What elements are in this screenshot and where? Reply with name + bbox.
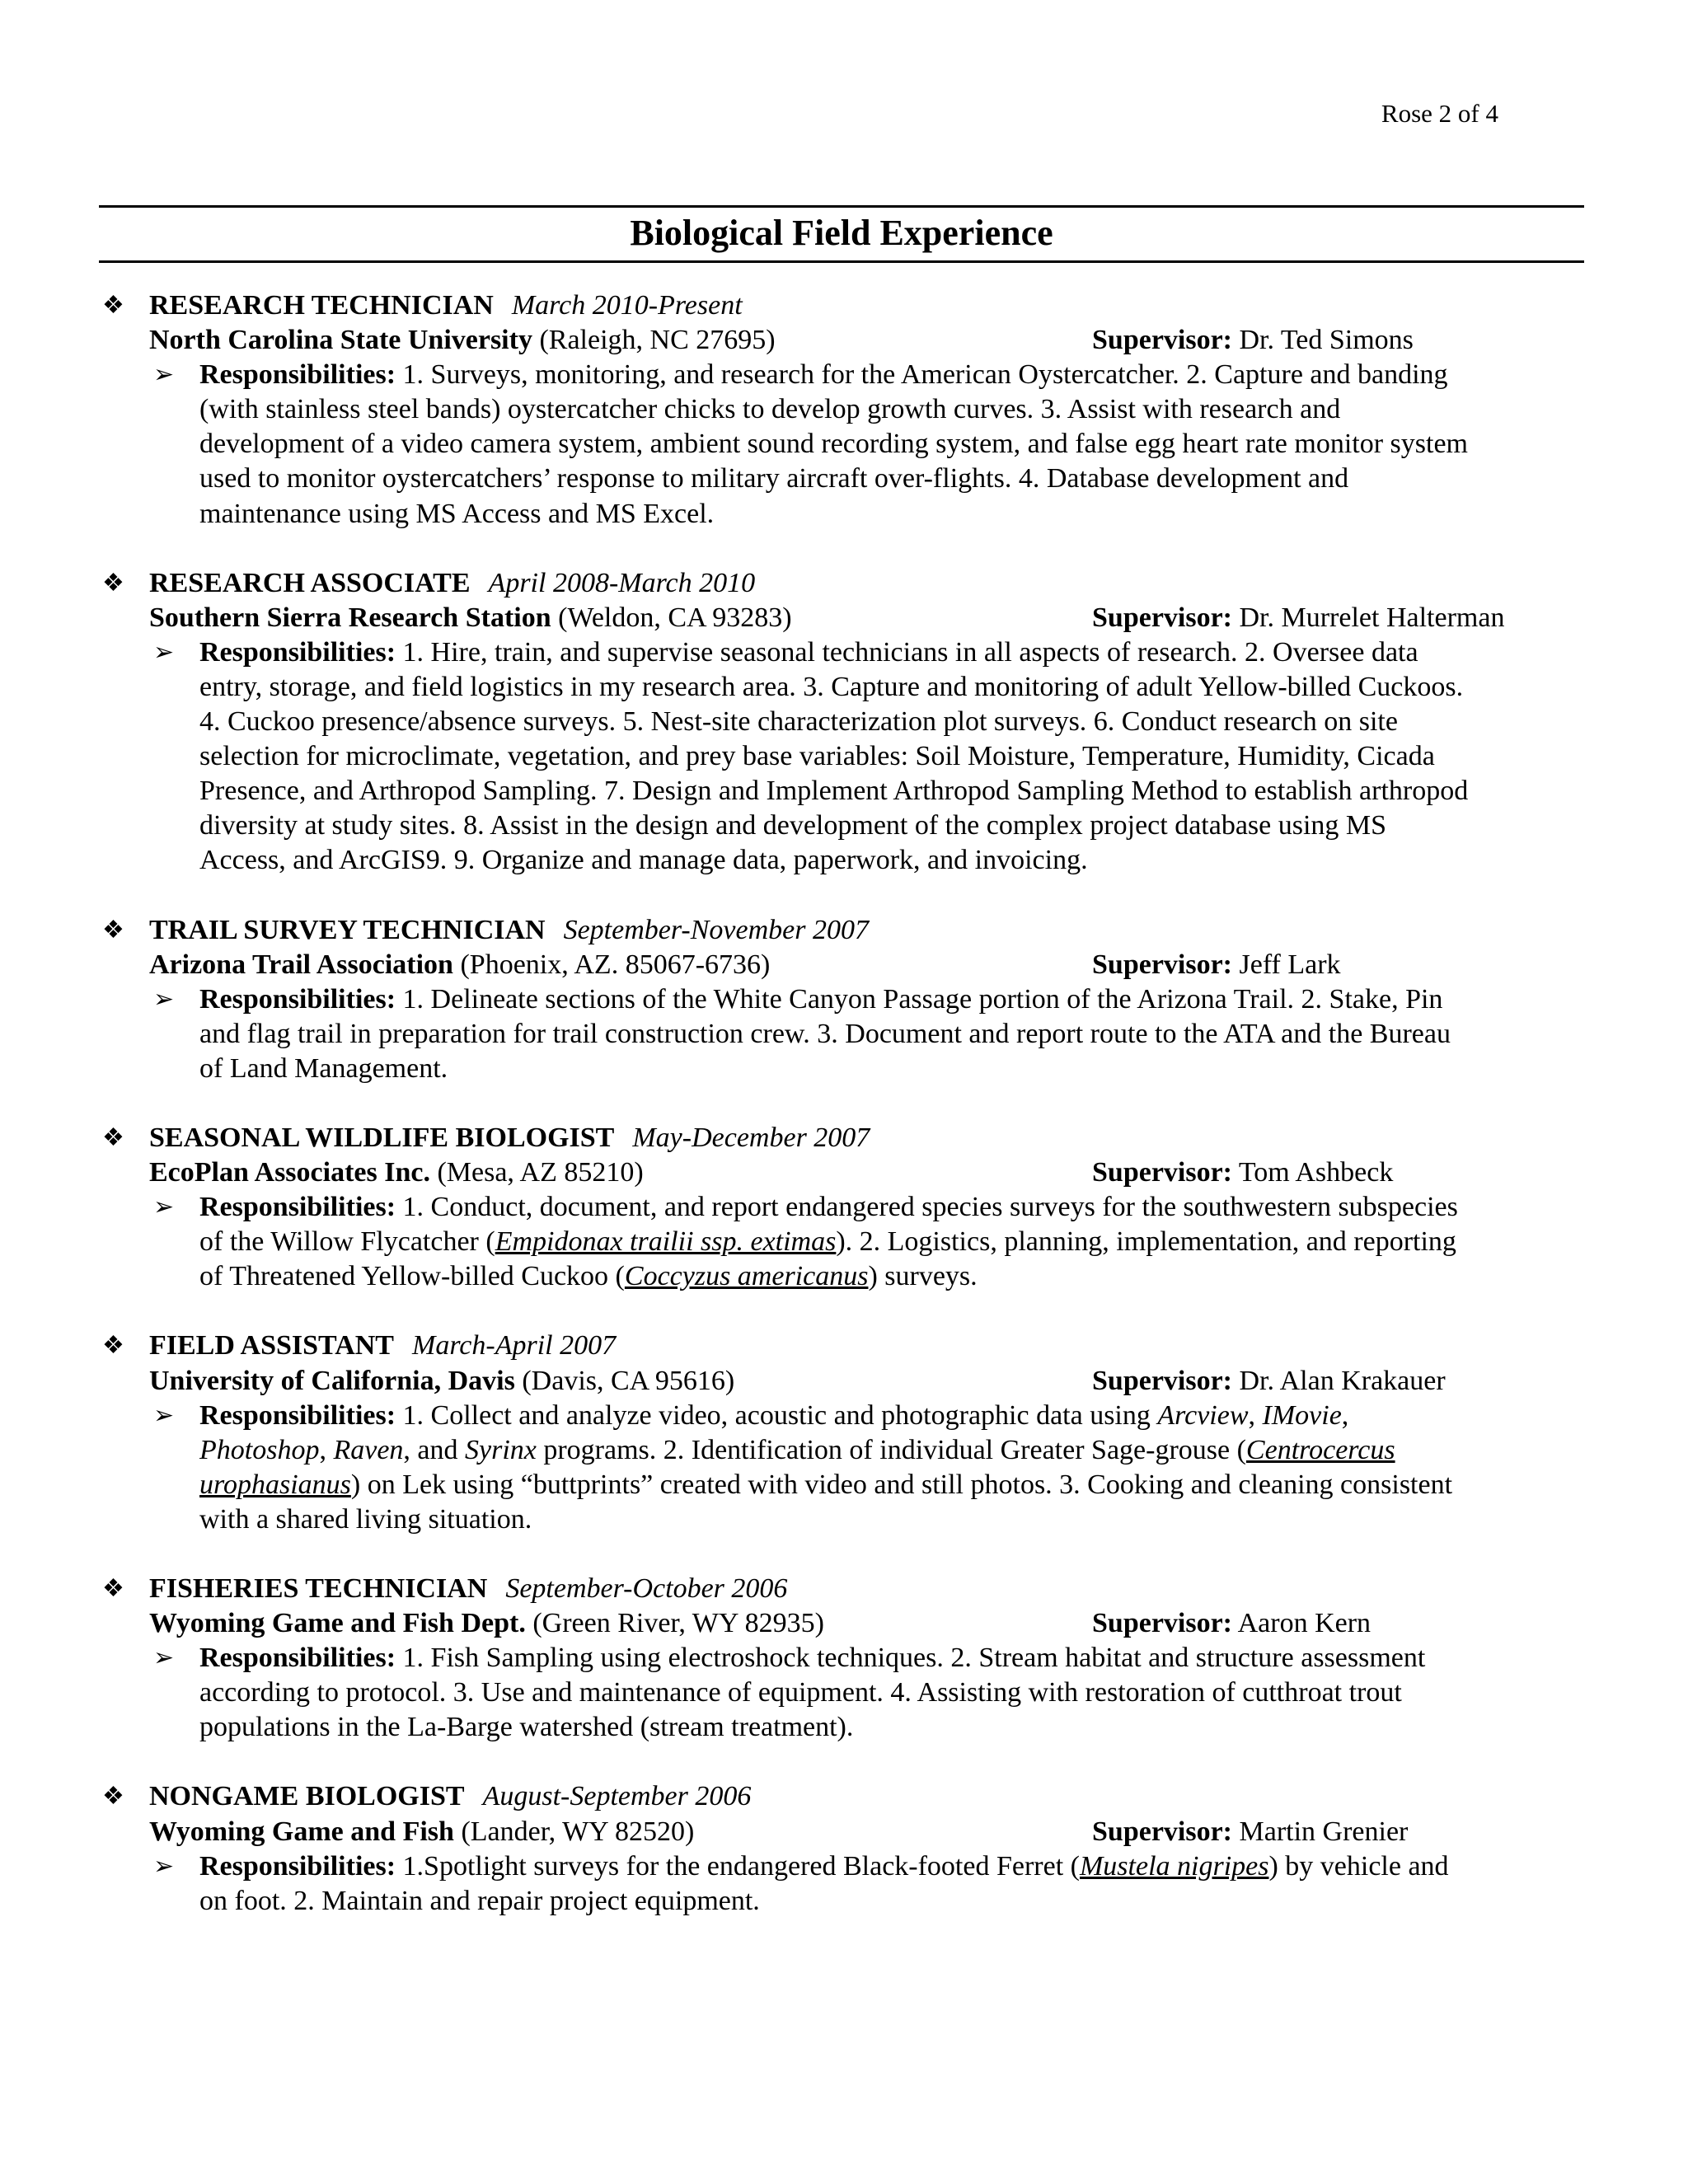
scientific-name: Mustela nigripes	[1079, 1850, 1269, 1882]
arrow-bullet-icon: ➢	[153, 1852, 175, 1880]
supervisor	[1092, 1364, 1446, 1399]
arrow-bullet-icon: ➢	[153, 1193, 175, 1221]
scientific-name: Empidonax trailii ssp. extimas	[495, 1226, 837, 1258]
supervisor	[1092, 948, 1341, 982]
supervisor-name: Dr. Murrelet Halterman	[1232, 602, 1505, 633]
responsibility-text: according to protocol. 3. Use and maintenance of equipment. 4. Assisting with restoration of cutthroat trout	[199, 1677, 1402, 1708]
supervisor-label: Supervisor:	[1092, 602, 1232, 633]
responsibility-text: ) surveys.	[868, 1261, 978, 1292]
section-title: Biological Field Experience	[630, 213, 1053, 253]
supervisor-name: Dr. Ted Simons	[1232, 325, 1414, 356]
diamond-bullet-icon: ❖	[102, 916, 124, 944]
supervisor	[1092, 1815, 1408, 1849]
supervisor-label: Supervisor:	[1092, 1365, 1232, 1396]
responsibility-text: 1. Fish Sampling using electroshock techniques. 2. Stream habitat and structure assessment	[396, 1643, 1426, 1674]
location: (Green River, WY 82935)	[525, 1608, 824, 1639]
job-title: RESEARCH TECHNICIAN	[149, 290, 494, 321]
location: (Phoenix, AZ. 85067-6736)	[452, 949, 771, 980]
software-name: IMovie	[1262, 1399, 1342, 1431]
responsibility-text: ) by vehicle and	[1268, 1850, 1449, 1882]
experience-entry	[0, 566, 1688, 879]
organization: Wyoming Game and Fish Dept.	[149, 1608, 526, 1639]
separator: ,	[319, 1434, 334, 1465]
responsibility-text: diversity at study sites. 8. Assist in the design and development of the complex project database using MS	[199, 810, 1387, 841]
arrow-bullet-icon: ➢	[153, 361, 175, 389]
job-dates: April 2008-March 2010	[488, 567, 756, 598]
location: (Davis, CA 95616)	[514, 1365, 735, 1396]
responsibilities-label: Responsibilities:	[199, 1643, 396, 1674]
experience-entry	[0, 1329, 1688, 1537]
job-dates: August-September 2006	[482, 1781, 752, 1812]
job-dates: September-November 2007	[563, 914, 869, 945]
responsibility-text: used to monitor oystercatchers’ response to military aircraft over-flights. 4. Database development and	[199, 463, 1349, 494]
supervisor	[1092, 1606, 1371, 1641]
responsibility-text: 1. Collect and analyze video, acoustic and photographic data using	[396, 1399, 1158, 1431]
diamond-bullet-icon: ❖	[102, 1575, 124, 1602]
job-title: SEASONAL WILDLIFE BIOLOGIST	[149, 1122, 615, 1153]
responsibility-text: development of a video camera system, ambient sound recording system, and false egg heart rate monitor system	[199, 429, 1468, 460]
separator: , and	[403, 1434, 465, 1465]
arrow-bullet-icon: ➢	[153, 1644, 175, 1672]
responsibility-text: maintenance using MS Access and MS Excel.	[199, 498, 715, 529]
experience-entry	[0, 288, 1688, 532]
separator: ,	[1341, 1399, 1349, 1431]
responsibility-text: ) on Lek using “buttprints” created with video and still photos. 3. Cooking and cleaning consistent	[350, 1469, 1453, 1500]
responsibility-text: programs. 2. Identification of individual Greater Sage-grouse (	[536, 1434, 1246, 1465]
diamond-bullet-icon: ❖	[102, 1123, 124, 1151]
scientific-name: urophasianus	[199, 1469, 351, 1500]
supervisor-label: Supervisor:	[1092, 1157, 1232, 1188]
organization: University of California, Davis	[149, 1365, 515, 1396]
responsibility-text: entry, storage, and field logistics in my research area. 3. Capture and monitoring of adult Yellow-billed Cuckoos.	[199, 671, 1464, 702]
job-dates: March 2010-Present	[511, 290, 743, 321]
software-name: Raven	[333, 1434, 404, 1465]
responsibility-text: 1.Spotlight surveys for the endangered Black-footed Ferret (	[396, 1850, 1080, 1882]
responsibility-text: 1. Delineate sections of the White Canyon Passage portion of the Arizona Trail. 2. Stake, Pin	[396, 983, 1443, 1015]
job-dates: May-December 2007	[632, 1122, 870, 1153]
responsibility-text: Presence, and Arthropod Sampling. 7. Design and Implement Arthropod Sampling Method to establish arthropod	[199, 776, 1469, 807]
organization: North Carolina State University	[149, 325, 532, 356]
responsibilities-label: Responsibilities:	[199, 1192, 396, 1223]
responsibilities-label: Responsibilities:	[199, 983, 396, 1015]
arrow-bullet-icon: ➢	[153, 1401, 175, 1429]
experience-entry	[0, 1779, 1688, 1918]
organization: Wyoming Game and Fish	[149, 1816, 454, 1847]
diamond-bullet-icon: ❖	[102, 1783, 124, 1811]
responsibility-text: 4. Cuckoo presence/absence surveys. 5. Nest-site characterization plot surveys. 6. Conduct research on site	[199, 706, 1398, 738]
responsibility-text: with a shared living situation.	[199, 1503, 532, 1535]
responsibility-text: of Land Management.	[199, 1052, 448, 1084]
responsibility-text: Access, and ArcGIS9. 9. Organize and manage data, paperwork, and invoicing.	[199, 845, 1088, 876]
arrow-bullet-icon: ➢	[153, 638, 175, 666]
software-name: Photoshop	[199, 1434, 320, 1465]
responsibilities-label: Responsibilities:	[199, 636, 396, 668]
experience-entry	[0, 913, 1688, 1086]
responsibility-text: on foot. 2. Maintain and repair project equipment.	[199, 1885, 760, 1916]
software-name: Syrinx	[465, 1434, 537, 1465]
job-title: FIELD ASSISTANT	[149, 1330, 394, 1361]
diamond-bullet-icon: ❖	[102, 292, 124, 319]
scientific-name: Coccyzus americanus	[624, 1261, 869, 1292]
job-dates: March-April 2007	[412, 1330, 617, 1361]
supervisor-label: Supervisor:	[1092, 1816, 1232, 1847]
job-title: FISHERIES TECHNICIAN	[149, 1573, 488, 1604]
experience-entry	[0, 1121, 1688, 1294]
job-title: RESEARCH ASSOCIATE	[149, 567, 471, 598]
location: (Lander, WY 82520)	[453, 1816, 695, 1847]
responsibility-text: and flag trail in preparation for trail construction crew. 3. Document and report route to the ATA and the Bureau	[199, 1018, 1451, 1049]
job-title: NONGAME BIOLOGIST	[149, 1781, 465, 1812]
location: (Mesa, AZ 85210)	[429, 1157, 644, 1188]
section-rule-bottom	[99, 260, 1584, 263]
responsibilities-label: Responsibilities:	[199, 1850, 396, 1882]
location: (Raleigh, NC 27695)	[532, 325, 776, 356]
software-name: Arcview	[1157, 1399, 1249, 1431]
job-dates: September-October 2006	[505, 1573, 788, 1604]
responsibilities-label: Responsibilities:	[199, 1399, 396, 1431]
supervisor-name: Martin Grenier	[1232, 1816, 1409, 1847]
responsibility-text: selection for microclimate, vegetation, and prey base variables: Soil Moisture, Temperature, Humidity, Cicada	[199, 741, 1435, 772]
supervisor-name: Tom Ashbeck	[1232, 1157, 1394, 1188]
responsibility-text: 1. Conduct, document, and report endangered species surveys for the southwestern subspecies	[396, 1192, 1458, 1223]
supervisor	[1092, 323, 1414, 358]
responsibility-text: of the Willow Flycatcher (	[199, 1226, 495, 1258]
supervisor-name: Dr. Alan Krakauer	[1232, 1365, 1446, 1396]
section-rule-top	[99, 205, 1584, 208]
experience-entry	[0, 1572, 1688, 1745]
scientific-name: Centrocercus	[1245, 1434, 1395, 1465]
supervisor-label: Supervisor:	[1092, 1608, 1232, 1639]
page-number: Rose 2 of 4	[1381, 99, 1498, 128]
responsibility-text: ). 2. Logistics, planning, implementation, and reporting	[836, 1226, 1456, 1258]
supervisor-name: Aaron Kern	[1232, 1608, 1372, 1639]
diamond-bullet-icon: ❖	[102, 569, 124, 597]
organization: Southern Sierra Research Station	[149, 602, 551, 633]
experience-list	[0, 288, 1688, 1953]
organization: EcoPlan Associates Inc.	[149, 1157, 430, 1188]
separator: ,	[1248, 1399, 1263, 1431]
supervisor-label: Supervisor:	[1092, 949, 1232, 980]
responsibility-text: 1. Hire, train, and supervise seasonal technicians in all aspects of research. 2. Oversee data	[396, 636, 1418, 668]
arrow-bullet-icon: ➢	[153, 985, 175, 1013]
supervisor-name: Jeff Lark	[1232, 949, 1341, 980]
responsibility-text: (with stainless steel bands) oystercatcher chicks to develop growth curves. 3. Assist with research and	[199, 394, 1341, 425]
responsibility-text: populations in the La-Barge watershed (stream treatment).	[199, 1712, 854, 1743]
responsibilities-label: Responsibilities:	[199, 359, 396, 391]
diamond-bullet-icon: ❖	[102, 1332, 124, 1360]
responsibility-text: 1. Surveys, monitoring, and research for the American Oystercatcher. 2. Capture and banding	[396, 359, 1448, 391]
location: (Weldon, CA 93283)	[551, 602, 792, 633]
job-title: TRAIL SURVEY TECHNICIAN	[149, 914, 546, 945]
responsibility-text: of Threatened Yellow-billed Cuckoo (	[199, 1261, 625, 1292]
supervisor	[1092, 601, 1504, 635]
organization: Arizona Trail Association	[149, 949, 453, 980]
supervisor-label: Supervisor:	[1092, 325, 1232, 356]
supervisor	[1092, 1155, 1393, 1190]
